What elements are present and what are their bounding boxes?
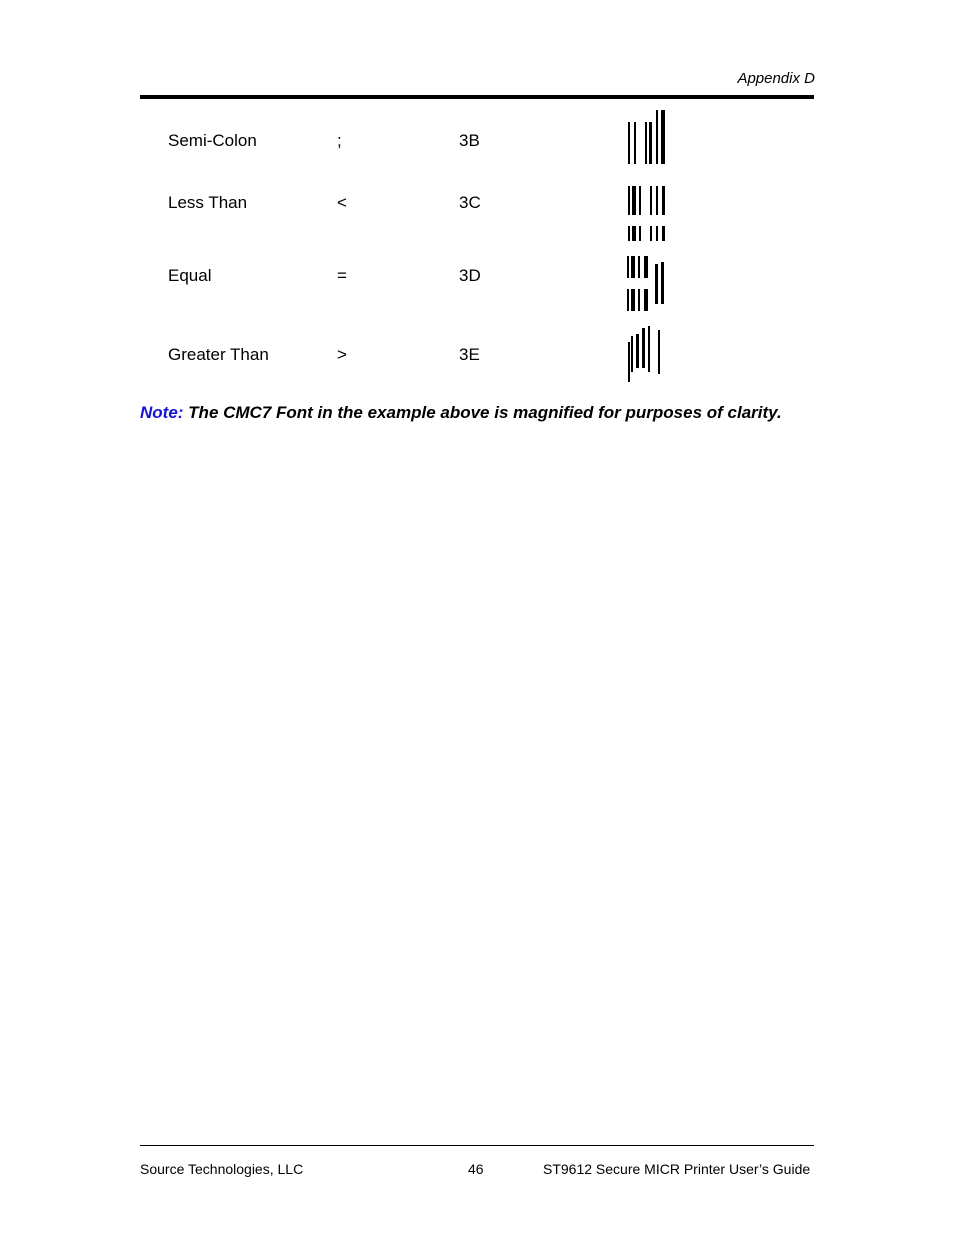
footer-page-number: 46 [468, 1161, 484, 1177]
character-name: Greater Than [168, 345, 269, 364]
character-hex-code: 3D [459, 266, 481, 285]
cmc7-equal-glyph-icon [620, 254, 670, 314]
character-name: Less Than [168, 193, 248, 212]
note-text: The CMC7 Font in the example above is magnified for purposes of clarity. [183, 403, 782, 422]
cmc7-semicolon-glyph-icon [620, 108, 670, 166]
footer-guide-title: ST9612 Secure MICR Printer User’s Guide [543, 1161, 811, 1177]
character-name: Semi-Colon [168, 131, 257, 150]
header-rule [140, 95, 814, 99]
character-symbol: = [337, 266, 347, 285]
character-hex-code: 3E [459, 345, 480, 364]
character-symbol: ; [337, 131, 342, 150]
cmc7-less-than-glyph-icon [620, 184, 670, 244]
cmc7-greater-than-glyph-icon [620, 324, 670, 384]
footer-rule [140, 1145, 814, 1146]
character-hex-code: 3B [459, 131, 480, 150]
header-section-label: Appendix D [737, 70, 815, 87]
character-symbol: < [337, 193, 347, 212]
note-paragraph [140, 403, 782, 423]
footer-company: Source Technologies, LLC [140, 1161, 304, 1177]
character-hex-code: 3C [459, 193, 481, 212]
note-label: Note: [140, 403, 184, 422]
character-symbol: > [337, 345, 347, 364]
character-name: Equal [168, 266, 212, 285]
